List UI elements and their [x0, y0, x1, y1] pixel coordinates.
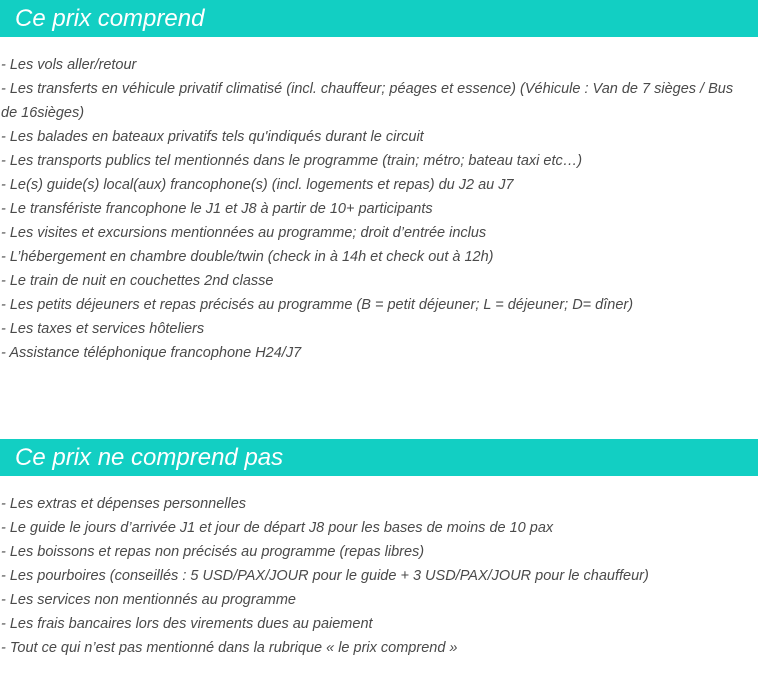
included-section-title: Ce prix comprend	[15, 5, 205, 32]
excluded-section-title: Ce prix ne comprend pas	[15, 444, 284, 471]
list-item: - Les transports publics tel mentionnés dans le programme (train; métro; bateau taxi etc…)	[1, 153, 583, 169]
included-section-header	[0, 0, 758, 37]
list-item: - Les vols aller/retour	[1, 57, 137, 73]
list-item: - Assistance téléphonique francophone H24/J7	[1, 345, 302, 361]
list-item: - Les boissons et repas non précisés au programme (repas libres)	[1, 544, 425, 560]
list-item: - Les frais bancaires lors des virements dues au paiement	[1, 616, 373, 632]
list-item: - Le guide le jours d’arrivée J1 et jour de départ J8 pour les bases de moins de 10 pax	[1, 520, 554, 536]
list-item: - Les balades en bateaux privatifs tels qu'indiqués durant le circuit	[1, 129, 424, 145]
list-item: - L’hébergement en chambre double/twin (check in à 14h et check out à 12h)	[1, 249, 494, 265]
list-item: - Les transferts en véhicule privatif climatisé (incl. chauffeur; péages et essence) (Véhicule : Van de 7 sièges / Bus de 16sièges)	[1, 81, 734, 121]
list-item: - Les extras et dépenses personnelles	[1, 496, 247, 512]
excluded-items-list	[1, 492, 751, 660]
included-items-list	[1, 53, 751, 365]
list-item: - Le transfériste francophone le J1 et J8 à partir de 10+ participants	[1, 201, 433, 217]
list-item: - Les taxes et services hôteliers	[1, 321, 205, 337]
list-item: - Tout ce qui n’est pas mentionné dans la rubrique « le prix comprend »	[1, 640, 458, 656]
list-item: - Les petits déjeuners et repas précisés au programme (B = petit déjeuner; L = déjeuner; D= dîner)	[1, 297, 634, 313]
list-item: - Les visites et excursions mentionnées au programme; droit d’entrée inclus	[1, 225, 487, 241]
excluded-section-header	[0, 439, 758, 476]
list-item: - Les pourboires (conseillés : 5 USD/PAX/JOUR pour le guide + 3 USD/PAX/JOUR pour le chauffeur)	[1, 568, 649, 584]
list-item: - Le(s) guide(s) local(aux) francophone(s) (incl. logements et repas) du J2 au J7	[1, 177, 514, 193]
list-item: - Les services non mentionnés au programme	[1, 592, 296, 608]
list-item: - Le train de nuit en couchettes 2nd classe	[1, 273, 274, 289]
